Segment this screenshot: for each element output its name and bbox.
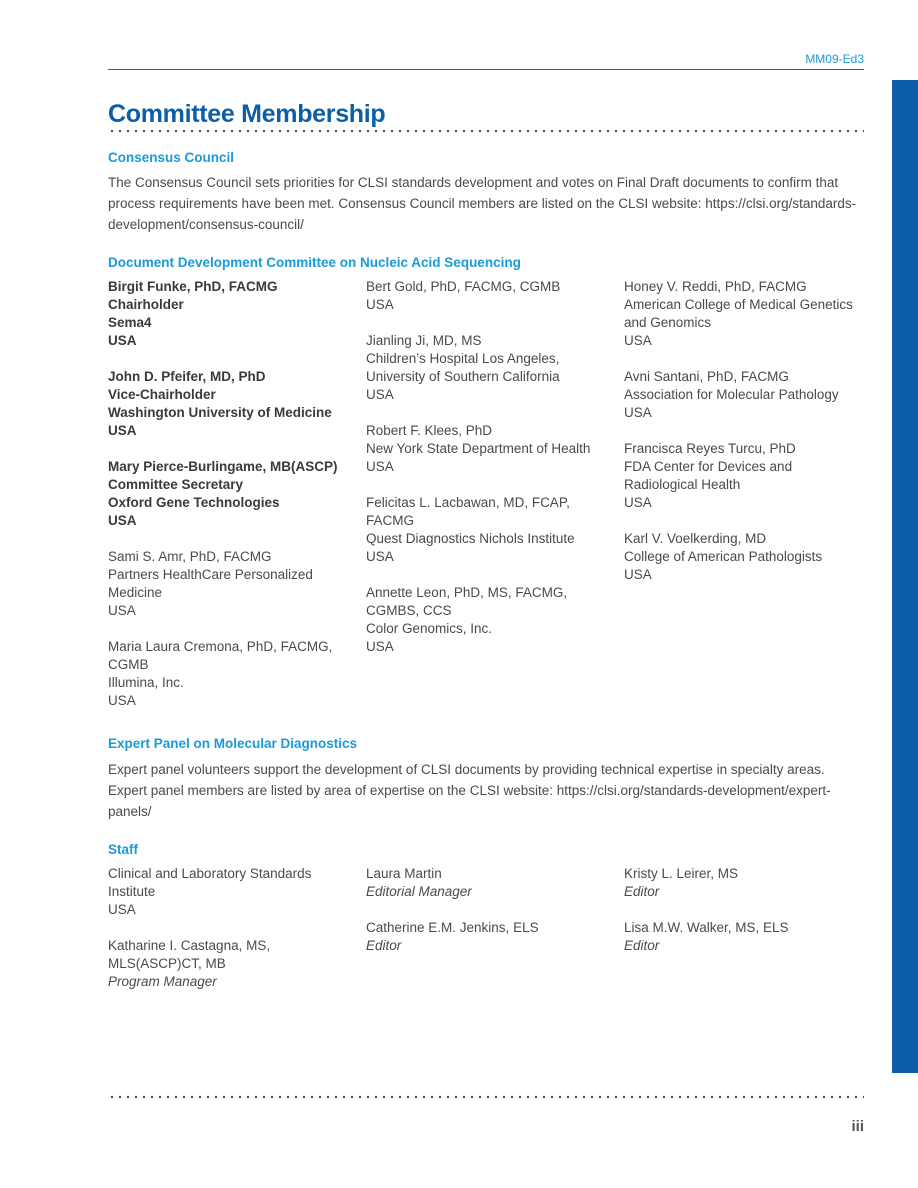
- side-color-tab: [892, 80, 918, 1073]
- member-entry: [366, 865, 616, 901]
- member-line: FACMG: [366, 513, 415, 528]
- ddc-column-2: [366, 278, 616, 674]
- member-entry: [366, 919, 616, 955]
- staff-column-3: [624, 865, 874, 973]
- member-line: USA: [366, 639, 394, 654]
- member-entry: [624, 278, 874, 350]
- member-line: Institute: [108, 884, 156, 899]
- member-line: USA: [108, 603, 136, 618]
- member-line: University of Southern California: [366, 369, 560, 384]
- member-line: Jianling Ji, MD, MS: [366, 333, 482, 348]
- member-line: CGMB: [108, 657, 149, 672]
- member-line: USA: [108, 333, 137, 348]
- member-line: Karl V. Voelkerding, MD: [624, 531, 767, 546]
- member-line: Lisa M.W. Walker, MS, ELS: [624, 920, 789, 935]
- document-code: MM09-Ed3: [805, 52, 864, 66]
- member-entry: [108, 638, 358, 710]
- member-line: Medicine: [108, 585, 163, 600]
- title-dotted-divider: [108, 129, 864, 133]
- member-line: New York State Department of Health: [366, 441, 591, 456]
- consensus-council-text: The Consensus Council sets priorities for CLSI standards development and votes on Final Draft documents to confirm that process requirements have been met. Consensus Council members are listed on the CLSI website: https://clsi.org/standards-development/consensus-council/: [108, 175, 857, 232]
- member-line: Maria Laura Cremona, PhD, FACMG,: [108, 639, 333, 654]
- member-line: Partners HealthCare Personalized: [108, 567, 313, 582]
- member-line: USA: [108, 902, 136, 917]
- member-line: Association for Molecular Pathology: [624, 387, 839, 402]
- consensus-council-heading: Consensus Council: [108, 150, 235, 165]
- ddc-column-1: [108, 278, 358, 728]
- member-line: USA: [366, 297, 394, 312]
- member-line: American College of Medical Genetics: [624, 297, 853, 312]
- member-line: Kristy L. Leirer, MS: [624, 866, 739, 881]
- member-line: Washington University of Medicine: [108, 405, 332, 420]
- member-line: Bert Gold, PhD, FACMG, CGMB: [366, 279, 561, 294]
- member-entry: [624, 865, 874, 901]
- member-line: Robert F. Klees, PhD: [366, 423, 493, 438]
- member-entry: [108, 937, 358, 991]
- member-line: Radiological Health: [624, 477, 741, 492]
- staff-column-2: [366, 865, 616, 973]
- member-role: Editor: [624, 884, 660, 899]
- member-entry: [108, 865, 358, 919]
- member-line: USA: [624, 333, 652, 348]
- footer-dotted-divider: [108, 1095, 864, 1099]
- ddc-column-3: [624, 278, 874, 602]
- member-line: USA: [108, 513, 137, 528]
- staff-heading: Staff: [108, 842, 138, 857]
- member-line: Sema4: [108, 315, 152, 330]
- member-entry: [108, 278, 358, 350]
- member-entry: [624, 440, 874, 512]
- member-line: CGMBS, CCS: [366, 603, 452, 618]
- member-line: Laura Martin: [366, 866, 442, 881]
- member-line: USA: [366, 549, 394, 564]
- expert-panel-heading: Expert Panel on Molecular Diagnostics: [108, 736, 358, 751]
- member-line: USA: [624, 495, 652, 510]
- member-line: Vice-Chairholder: [108, 387, 216, 402]
- member-line: USA: [108, 423, 137, 438]
- member-line: John D. Pfeifer, MD, PhD: [108, 369, 266, 384]
- member-entry: [366, 584, 616, 656]
- member-line: Illumina, Inc.: [108, 675, 184, 690]
- member-role: Editorial Manager: [366, 884, 472, 899]
- member-line: Katharine I. Castagna, MS,: [108, 938, 271, 953]
- member-line: Mary Pierce-Burlingame, MB(ASCP): [108, 459, 338, 474]
- member-role: Editor: [624, 938, 660, 953]
- member-entry: [366, 332, 616, 404]
- member-line: and Genomics: [624, 315, 712, 330]
- member-line: Color Genomics, Inc.: [366, 621, 493, 636]
- member-entry: [108, 368, 358, 440]
- member-line: USA: [108, 693, 136, 708]
- staff-column-1: [108, 865, 358, 1009]
- member-line: Francisca Reyes Turcu, PhD: [624, 441, 796, 456]
- member-line: Catherine E.M. Jenkins, ELS: [366, 920, 539, 935]
- member-role: Program Manager: [108, 974, 217, 989]
- member-line: FDA Center for Devices and: [624, 459, 793, 474]
- member-line: Oxford Gene Technologies: [108, 495, 280, 510]
- member-entry: [366, 422, 616, 476]
- page-title: Committee Membership: [108, 100, 386, 128]
- header-rule: [108, 69, 864, 70]
- member-entry: [108, 548, 358, 620]
- member-line: Quest Diagnostics Nichols Institute: [366, 531, 575, 546]
- member-line: Committee Secretary: [108, 477, 244, 492]
- member-entry: [108, 458, 358, 530]
- member-line: USA: [624, 567, 652, 582]
- member-line: USA: [624, 405, 652, 420]
- ddc-heading: Document Development Committee on Nucleic Acid Sequencing: [108, 255, 521, 270]
- member-line: Chairholder: [108, 297, 184, 312]
- member-entry: [624, 919, 874, 955]
- member-entry: [366, 278, 616, 314]
- member-line: Honey V. Reddi, PhD, FACMG: [624, 279, 807, 294]
- member-line: Children’s Hospital Los Angeles,: [366, 351, 560, 366]
- member-line: USA: [366, 459, 394, 474]
- member-entry: [624, 368, 874, 422]
- member-line: MLS(ASCP)CT, MB: [108, 956, 226, 971]
- member-line: Birgit Funke, PhD, FACMG: [108, 279, 278, 294]
- member-line: Felicitas L. Lacbawan, MD, FCAP,: [366, 495, 570, 510]
- member-entry: [366, 494, 616, 566]
- member-line: Avni Santani, PhD, FACMG: [624, 369, 789, 384]
- page-number: iii: [851, 1118, 864, 1135]
- member-line: Sami S. Amr, PhD, FACMG: [108, 549, 272, 564]
- expert-panel-text: Expert panel volunteers support the development of CLSI documents by providing technical expertise in specialty areas. Expert panel members are listed by area of expertise on the CLSI website: https://clsi.org/standards-development/expert-panels/: [108, 762, 831, 819]
- member-entry: [624, 530, 874, 584]
- member-line: College of American Pathologists: [624, 549, 823, 564]
- member-line: Annette Leon, PhD, MS, FACMG,: [366, 585, 568, 600]
- member-line: USA: [366, 387, 394, 402]
- member-line: Clinical and Laboratory Standards: [108, 866, 312, 881]
- member-role: Editor: [366, 938, 402, 953]
